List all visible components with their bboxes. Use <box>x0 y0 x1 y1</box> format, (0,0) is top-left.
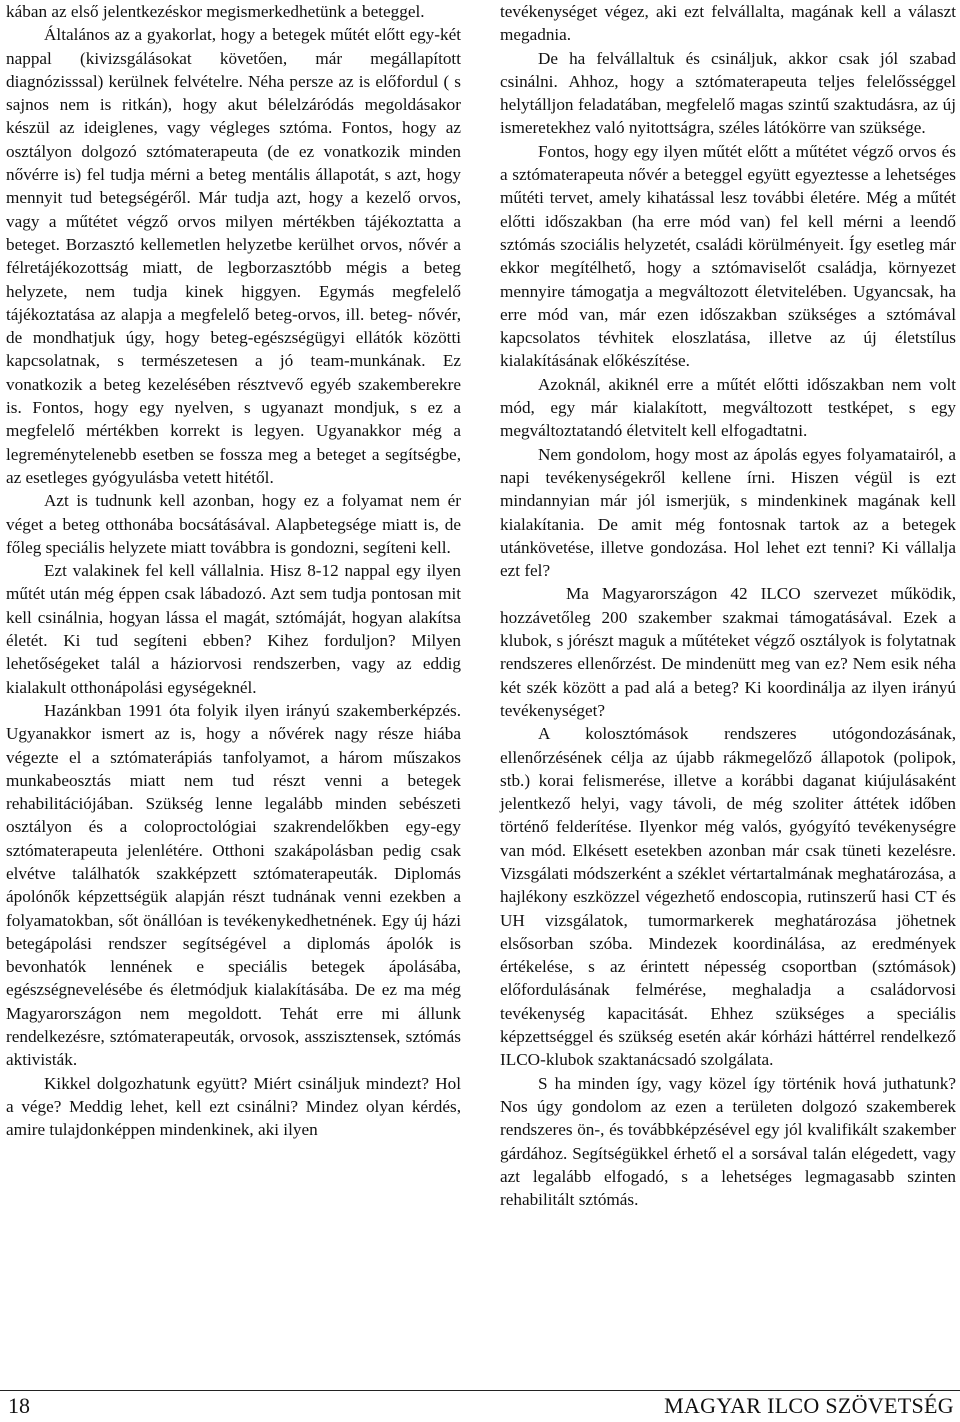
paragraph: Hazánkban 1991 óta folyik ilyen irányú szakemberképzés. Ugyanakkor ismert az is, hogy a nővérek nagy része hiába végezte el a sztómaterápiás tanfolyamot, a három műszakos munkabeosztás miatt nem tud részt venni a betegek rehabilitációjában. Szükség lenne legalább minden sebészeti osztályon és a coloproctológiai szakrendelőkben egy-egy sztómaterapeuta jelenlétére. Otthoni szakápolásban pedig csak elvétve találhatók szakképzett sztómaterapeuták. Diplomás ápolónők képzettségük alapján részt tudnának venni ezekben a folyamatokban, sőt önállóan is tevékenykedhetnének. Egy új házi betegápolási rendszer segítségével a diplomás ápolók is bevonhatók lennének e speciális betegek ápolásába, egészségnevelésébe és életmódjuk kialakításába. De ez ma még Magyarországon nem megoldott. Tehát erre mi állunk rendelkezésre, sztómaterapeuták, orvosok, asszisztensek, sztómás aktivisták. <box>6 700 461 1070</box>
footer-divider <box>0 1390 960 1391</box>
left-column <box>6 0 461 1142</box>
paragraph: A kolosztómások rendszeres utógondozásának, ellenőrzésének célja az újabb rákmegelőző állapotok (polipok, stb.) korai felismerése, illetve a korábbi daganat kiújulásaként jelentkező helyi, vagy távoli, de még szoliter áttétek időben történő felderítése. Ilyenkor még valós, gyógyító tevékenységre van mód. Elkésett esetekben azonban már csak tüneti kezelésre. Vizsgálati módszerként a széklet vértartalmának meghatározása, a hajlékony eszközzel végezhető endoscopia, rutinszerű hasi CT és UH vizsgálatok, tumormarkerek meghatározása jöhetnek elsősorban szóba. Mindezek koordinálása, az eredmények értékelése, s az érintett népesség csoportban (sztómások) előfordulásának felmérése, meghaladja a családorvosi tevékenység kapacitását. Ehhez szükséges a speciális képzettséggel és szükség esetén akár kórházi háttérrel rendelkező ILCO-klubok szaktanácsadó szolgálata. <box>500 724 956 1070</box>
paragraph: Ma Magyarországon 42 ILCO szervezet működik, hozzávetőleg 200 szakember szakmai támogatásával. Ezek a klubok, s jórészt maguk a műtéteket végző osztályok is folytatnak rendszeres ellenőrzést. De mindenütt meg van ez? Nem esik néha két szék között a pad alá a beteg? Ki koordinálja az ilyen irányú tevékenységet? <box>500 584 956 720</box>
paragraph: Nem gondolom, hogy most az ápolás egyes folyamatairól, a napi tevékenységekről kellene írni. Hiszen végül is ezt mindannyian már jól ismerjük, s mindenkinek magának kell kialakítania. De amit még fontosnak tartok az a betegek utánkövetése, illetve gondozása. Hol lehet ezt tenni? Ki vállalja ezt fel? <box>500 444 956 581</box>
paragraph: Kikkel dolgozhatunk együtt? Miért csináljuk mindezt? Hol a vége? Meddig lehet, kell ezt csinálni? Mindez olyan kérdés, amire tulajdonképpen mindenkinek, aki ilyen <box>6 1073 461 1140</box>
paragraph: Ezt valakinek fel kell vállalnia. Hisz 8-12 nappal egy ilyen műtét után még éppen csak lábadozó. Azt sem tudja pontosan mit kell csinálnia, hogyan lássa el magát, sztómáját, hogyan alakítsa életét. Ki tud segíteni ebben? Kihez forduljon? Milyen lehetőségeket talál a háziorvosi rendszerben, vagy az eddig kialakult otthonápolási egységeknél. <box>6 561 461 697</box>
paragraph: De ha felvállaltuk és csináljuk, akkor csak jól szabad csinálni. Ahhoz, hogy a sztómaterapeuta teljes felelősséggel helytálljon feladatában, megfelelő magas szintű szaktudásra, az új ismeretekhez való nyitottságra, széles látókörre van szüksége. <box>500 48 956 138</box>
page-number: 18 <box>8 1393 30 1418</box>
paragraph: tevékenységet végez, aki ezt felvállalta, magának kell a választ megadnia. <box>500 2 956 45</box>
paragraph: S ha minden így, vagy közel így történik hová juthatunk? Nos úgy gondolom az ezen a területen dolgozó szakemberek rendszeres ön-, és továbbképzésével egy jól kvalifikált szakember gárdához. Segítségükkel érhető el a sorsával talán elégedett, vagy azt legalább elfogadó, s a lehetséges legmagasabb szinten rehabilitált sztómás. <box>500 1073 956 1210</box>
publisher-name: MAGYAR ILCO SZÖVETSÉG <box>664 1393 954 1418</box>
right-column <box>500 0 956 1211</box>
paragraph: Azoknál, akiknél erre a műtét előtti időszakban nem volt mód, egy már kialakított, megváltozott testképet, s egy megváltoztatandó életvitelt kell elfogadtatni. <box>500 374 956 441</box>
paragraph: Azt is tudnunk kell azonban, hogy ez a folyamat nem ér véget a beteg otthonába bocsátásával. Alapbetegsége miatt is, de főleg speciális helyzete miatt továbbra is gondozni, segíteni kell. <box>6 491 461 557</box>
paragraph: Általános az a gyakorlat, hogy a betegek műtét előtt egy-két nappal (kivizsgálásokat követően, már megállapított diagnózisssal) kerülnek felvételre. Néha persze az is előfordul ( s sajnos nem is ritkán), hogy akut bélelzáródás megoldásakor készül az ideiglenes, vagy végleges sztóma. Fontos, hogy az osztályon dolgozó sztómaterapeuta (de ez vonatkozik minden nővérre is) fel tudja mérni a beteg mentális állapotát, s azt, hogy mennyit tud betegségéről. Már tudja azt, hogy a kezelő orvos, vagy a műtétet végző orvos milyen mértékben tájékoztatta a beteget. Borzasztó kellemetlen helyzetbe kerülhet orvos, nővér a félretájékozottság miatt, de legborzasztóbb mégis a beteg helyzete, nem tudja kinek higgyen. Egymás megfelelő tájékoztatása az alapja a megfelelő beteg-orvos, ill. beteg- nővér, de mondhatjuk úgy, hogy beteg-egészségügyi ellátók közötti kapcsolatnak, s természetesen a jó team-munkának. Ez vonatkozik a beteg kezelésében résztvevő egyéb szakemberekre is. Fontos, hogy egy nyelven, s ugyanazt mondjuk, s ez a megfelelő mértékben korrekt is legyen. Ugyanakkor még a legreménytelenebb esetben se fossza meg a beteget a segítségbe, az esetleges gyógyulásba vetett hitétől. <box>6 25 461 487</box>
paragraph: Fontos, hogy egy ilyen műtét előtt a műtétet végző orvos és a sztómaterapeuta nővér a beteggel együtt egyeztesse a lehetséges műtéti tervet, amely kihatással lesz további életére. Még a műtét előtti időszakban (ha erre mód van) fel kell mérni a leendő sztómás szociális helyzetét, családi körülményeit. Így esetleg már ekkor megítélhető, hogy a sztómaviselőt családja, környezet mennyire támogatja a megváltozott életvitelében. Ugyancsak, ha erre mód van, már ezen időszakban szükséges a sztómával kapcsolatos tévhitek eloszlatása, illetve az új életstílus kialakításának előkészítése. <box>500 141 956 371</box>
paragraph: kában az első jelentkezéskor megismerkedhetünk a beteggel. <box>6 2 425 21</box>
